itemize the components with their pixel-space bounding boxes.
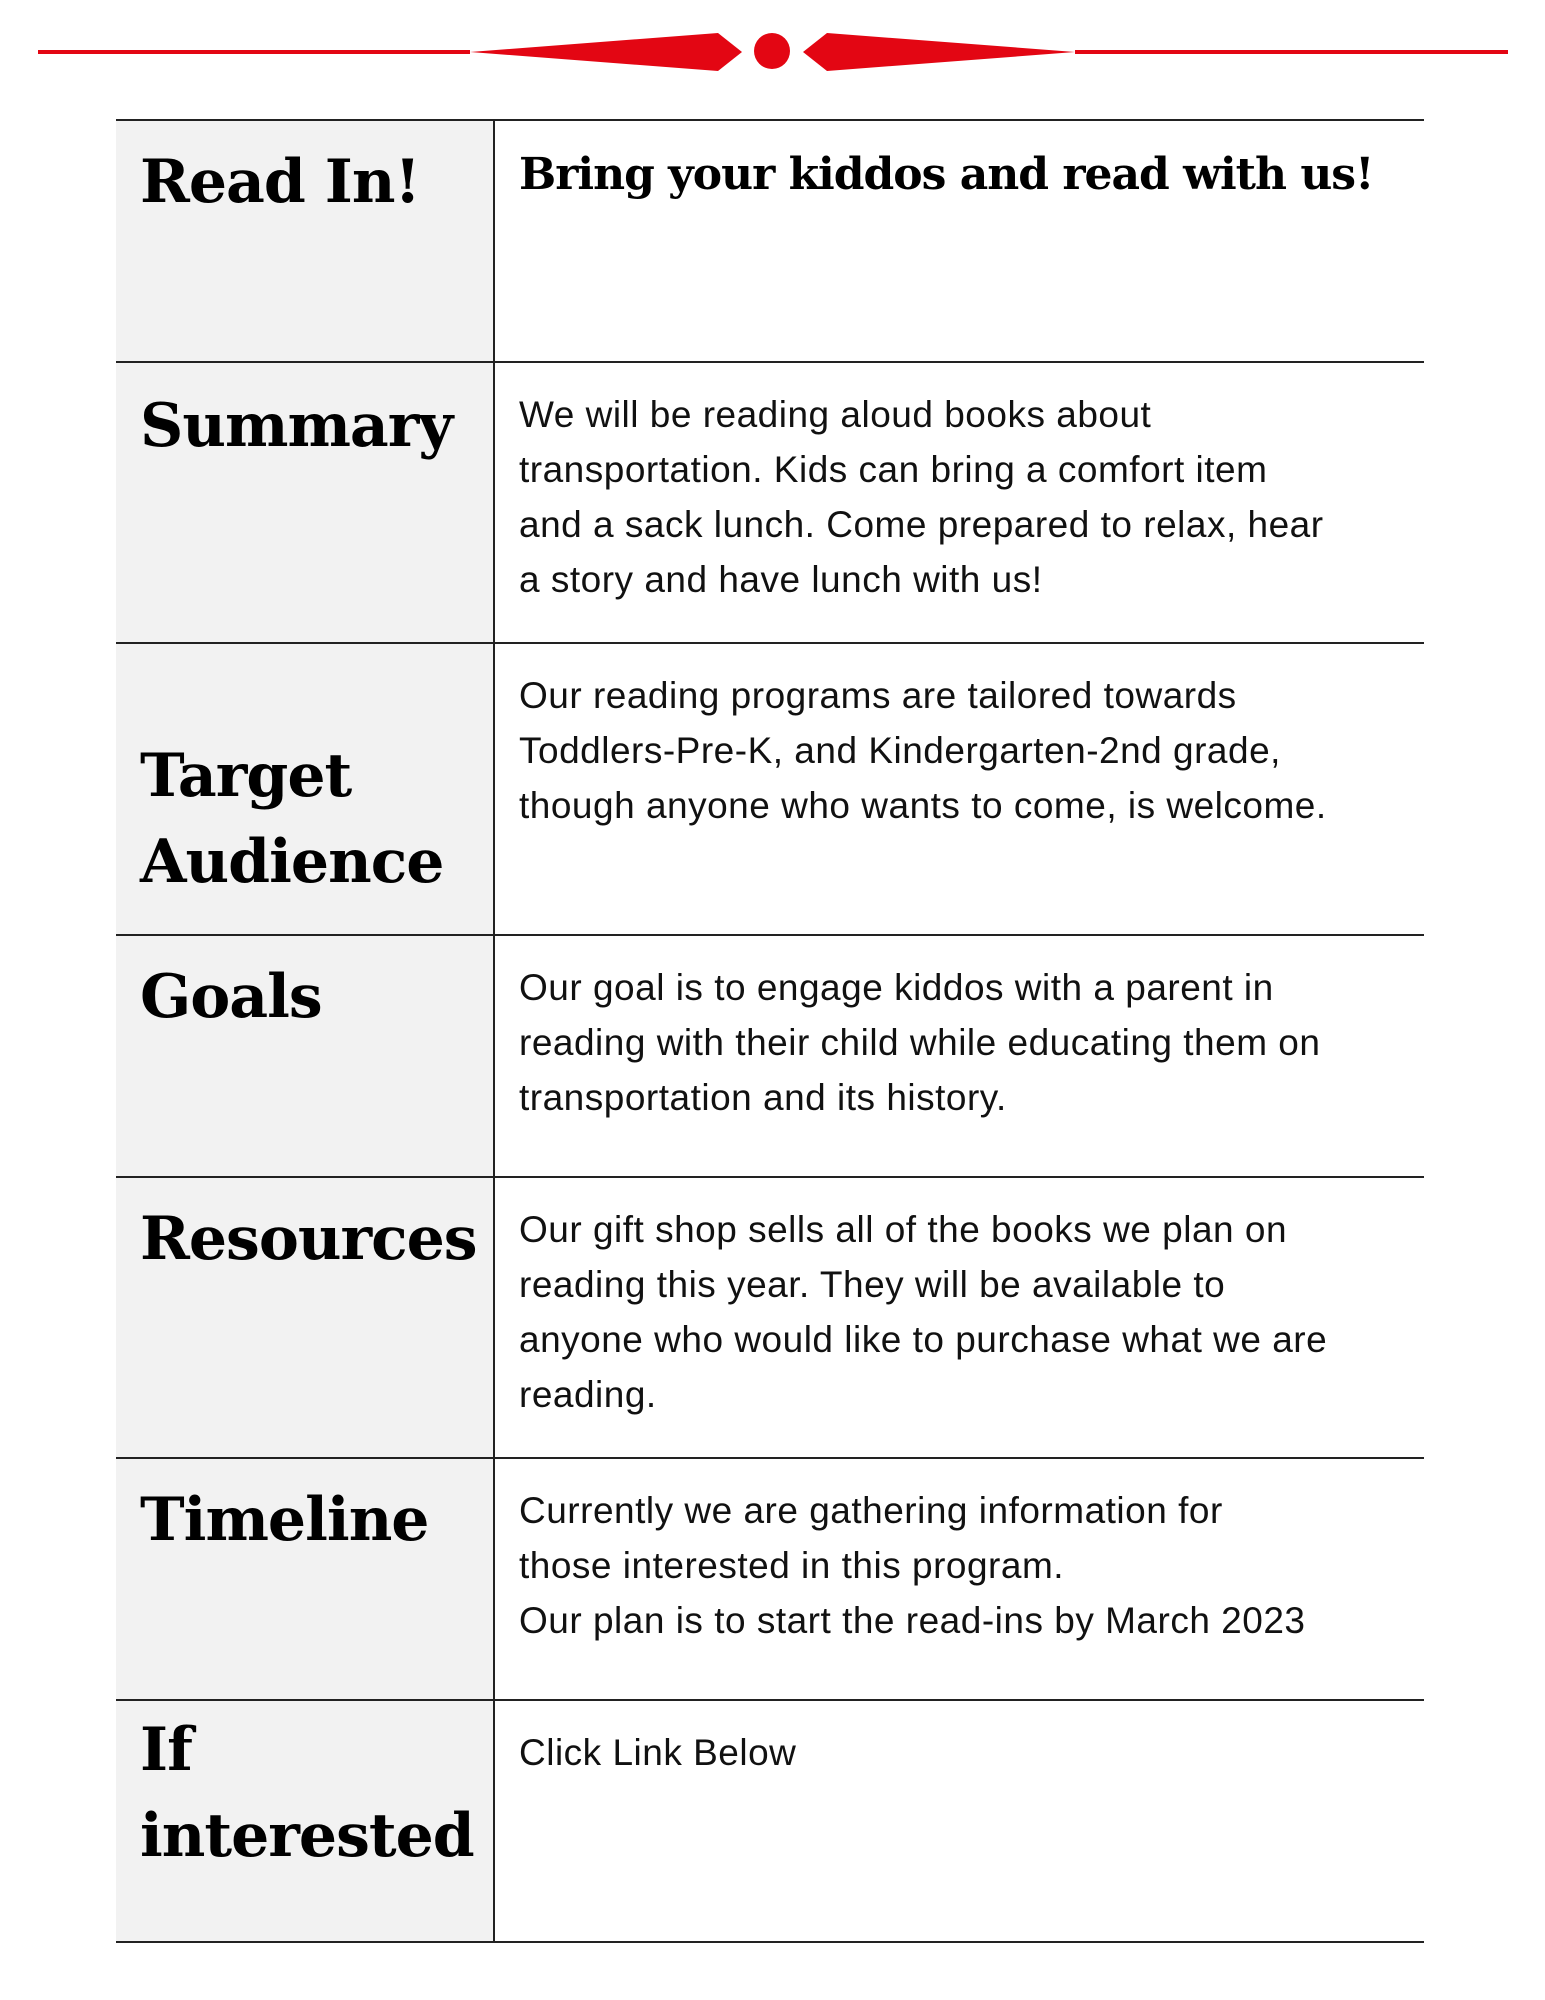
row-label-cell	[116, 1178, 495, 1457]
row-label-cell	[116, 1459, 495, 1699]
table-row	[116, 121, 1424, 363]
row-label: Read In!	[140, 147, 420, 217]
timeline-text: Currently we are gathering information for those interested in this program. Our plan is to start the read-ins by March 2023	[519, 1490, 1306, 1641]
row-label: Target Audience	[140, 741, 444, 897]
diamond-right-icon	[803, 33, 1075, 71]
row-label: Goals	[140, 962, 322, 1032]
divider-dot-icon	[754, 33, 790, 69]
row-label-cell	[116, 121, 495, 361]
row-content-cell	[495, 936, 1424, 1176]
red-divider-ornament	[0, 0, 1545, 110]
click-link-text[interactable]: Click Link Below	[519, 1732, 797, 1773]
row-content-cell	[495, 363, 1424, 642]
row-label: Resources	[140, 1204, 477, 1274]
summary-text: We will be reading aloud books about transportation. Kids can bring a comfort item and a sack lunch. Come prepared to relax, hear a story and have lunch with us!	[519, 394, 1324, 600]
row-content-cell	[495, 1178, 1424, 1457]
row-content-cell	[495, 644, 1424, 934]
program-headline: Bring your kiddos and read with us!	[519, 149, 1374, 200]
row-label: If interested	[140, 1715, 474, 1871]
row-label-cell	[116, 363, 495, 642]
table-row	[116, 1459, 1424, 1701]
table-row	[116, 936, 1424, 1178]
program-info-table	[116, 119, 1424, 1943]
row-content-cell	[495, 121, 1424, 361]
table-row	[116, 644, 1424, 936]
row-label: Timeline	[140, 1485, 429, 1555]
row-label: Summary	[140, 391, 453, 461]
diamond-left-icon	[470, 33, 742, 71]
table-row	[116, 363, 1424, 644]
row-content-cell	[495, 1701, 1424, 1941]
row-label-cell	[116, 936, 495, 1176]
row-content-cell	[495, 1459, 1424, 1699]
row-label-cell	[116, 1701, 495, 1941]
table-row	[116, 1178, 1424, 1459]
row-label-cell	[116, 644, 495, 934]
goals-text: Our goal is to engage kiddos with a parent in reading with their child while educating them on transportation and its history.	[519, 967, 1321, 1118]
target-audience-text: Our reading programs are tailored towards Toddlers-Pre-K, and Kindergarten-2nd grade, though anyone who wants to come, is welcome.	[519, 675, 1327, 826]
table-row	[116, 1701, 1424, 1943]
resources-text: Our gift shop sells all of the books we plan on reading this year. They will be available to anyone who would like to purchase what we are reading.	[519, 1209, 1328, 1415]
